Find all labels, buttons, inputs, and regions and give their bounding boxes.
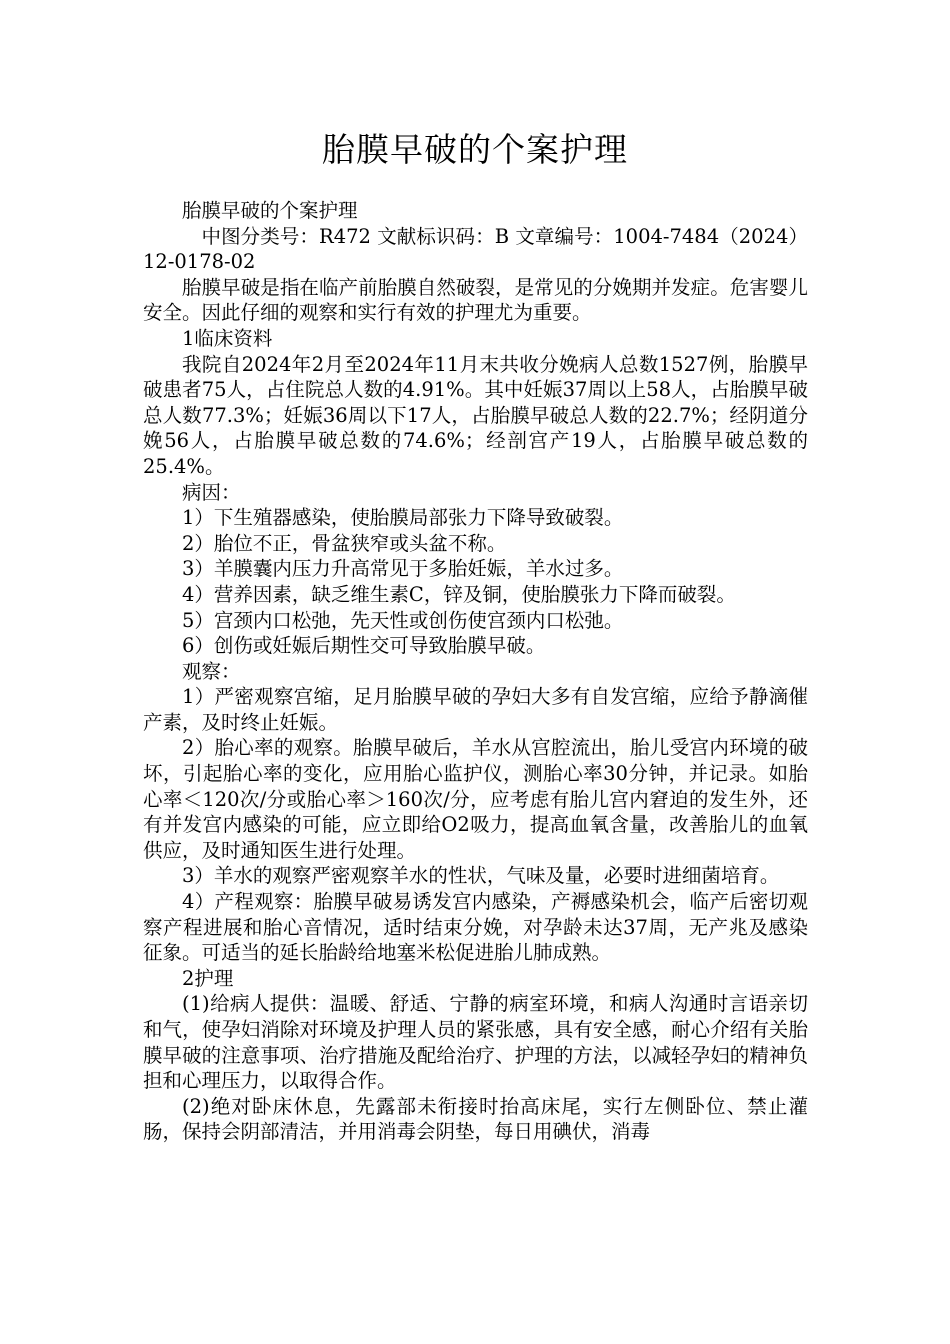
- list-item-cause-1: 1）下生殖器感染，使胎膜局部张力下降导致破裂。: [182, 506, 624, 530]
- list-item-cause-4: 4）营养因素，缺乏维生素C，锌及铜，使胎膜张力下降而破裂。: [182, 582, 736, 606]
- list-item-nursing-1: (1)给病人提供：温暖、舒适、宁静的病室环境，和病人沟通时言语亲切和气，使孕妇消除对环境及护理人员的紧张感，具有安全感，耐心介绍有关胎膜早破的注意事项、治疗措施及配给治疗、护理的方法，以减轻孕妇的精神负担和心理压力，以取得合作。: [143, 992, 808, 1093]
- document-body: [143, 198, 808, 1145]
- section-heading-causes: 病因：: [182, 480, 241, 504]
- section-heading-observation: 观察：: [182, 659, 241, 683]
- list-item-observation-3: 3）羊水的观察严密观察羊水的性状，气味及量，必要时进细菌培育。: [182, 864, 780, 888]
- paragraph-intro: 胎膜早破是指在临产前胎膜自然破裂，是常见的分娩期并发症。危害婴儿安全。因此仔细的观察和实行有效的护理尤为重要。: [143, 275, 808, 325]
- list-item-observation-1: 1）严密观察宫缩，足月胎膜早破的孕妇大多有自发宫缩，应给予静滴催产素，及时终止妊娠。: [143, 685, 808, 734]
- paragraph-subtitle: 胎膜早破的个案护理: [182, 199, 358, 222]
- section-heading-nursing: 2护理: [182, 966, 234, 990]
- list-item-cause-5: 5）宫颈内口松弛，先天性或创伤使宫颈内口松弛。: [182, 608, 624, 632]
- document-title: 胎膜早破的个案护理: [322, 130, 628, 169]
- list-item-observation-2: 2）胎心率的观察。胎膜早破后，羊水从宫腔流出，胎儿受宫内环境的破坏，引起胎心率的变化，应用胎心监护仪，测胎心率30分钟，并记录。如胎心率＜120次/分或胎心率＞160次/分，应考虑有胎儿宫内窘迫的发生外，还有并发宫内感染的可能，应立即给O2吸力，提高血氧含量，改善胎儿的血氧供应，及时通知医生进行处理。: [143, 736, 808, 862]
- paragraph-statistics: 我院自2024年2月至2024年11月末共收分娩病人总数1527例，胎膜早破患者75人，占住院总人数的4.91%。其中妊娠37周以上58人，占胎膜早破总人数77.3%；妊娠36周以下17人，占胎膜早破总人数的22.7%；经阴道分娩56人，占胎膜早破总数的74.6%；经剖宫产19人，占胎膜早破总数的25.4%。: [143, 352, 808, 478]
- list-item-cause-2: 2）胎位不正，骨盆狭窄或头盆不称。: [182, 531, 507, 555]
- list-item-cause-3: 3）羊膜囊内压力升高常见于多胎妊娠，羊水过多。: [182, 557, 624, 581]
- list-item-nursing-2: (2)绝对卧床休息，先露部未衔接时抬高床尾，实行左侧卧位、禁止灌肠，保持会阴部清洁，并用消毒会阴垫，每日用碘伏，消毒: [143, 1094, 808, 1144]
- section-heading-clinical-data: 1临床资料: [182, 326, 273, 350]
- paragraph-classification: 中图分类号：R472 文献标识码：B 文章编号：1004-7484（2024）12-0178-02: [143, 224, 808, 274]
- list-item-cause-6: 6）创伤或妊娠后期性交可导致胎膜早破。: [182, 634, 546, 658]
- list-item-observation-4: 4）产程观察：胎膜早破易诱发宫内感染，产褥感染机会，临产后密切观察产程进展和胎心音情况，适时结束分娩，对孕龄未达37周，无产兆及感染征象。可适当的延长胎龄给地塞米松促进胎儿肺成熟。: [143, 890, 808, 965]
